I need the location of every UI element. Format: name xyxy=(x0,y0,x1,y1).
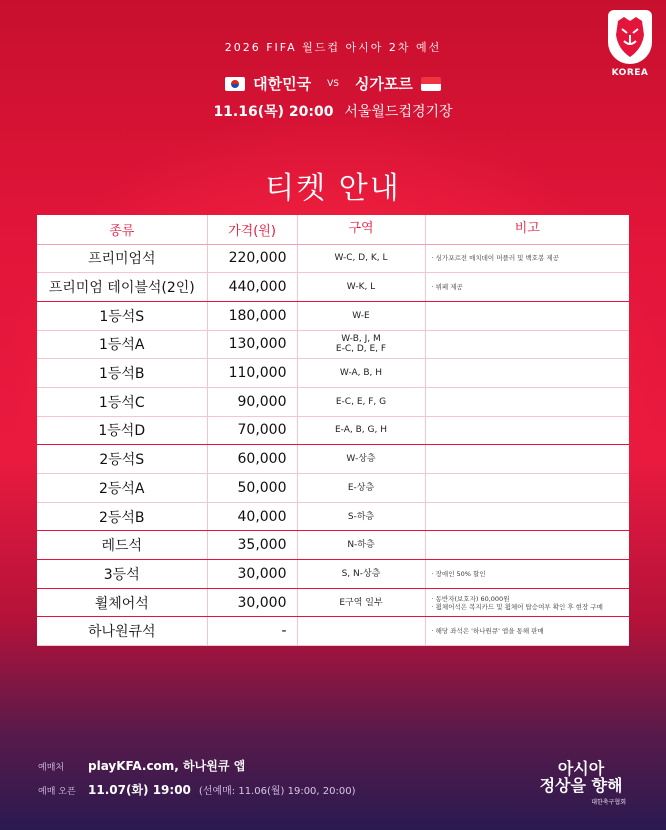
table-row xyxy=(37,560,629,589)
slogan-line-1: 아시아 xyxy=(557,759,605,778)
cell-zone: W-K, L xyxy=(297,273,425,302)
cell-zone xyxy=(297,617,425,646)
cell-price: 110,000 xyxy=(207,359,297,388)
cell-zone: W-B, J, M E-C, D, E, F xyxy=(297,330,425,359)
match-datetime xyxy=(0,101,666,121)
cell-price: 35,000 xyxy=(207,531,297,560)
seller-value: playKFA.com, 하나원큐 앱 xyxy=(88,759,246,773)
cell-price: 30,000 xyxy=(207,560,297,589)
cell-note xyxy=(425,502,629,531)
cell-price: 220,000 xyxy=(207,244,297,273)
cell-zone: E-C, E, F, G xyxy=(297,387,425,416)
table-row xyxy=(37,416,629,445)
cell-note xyxy=(425,330,629,359)
cell-zone: S-하층 xyxy=(297,502,425,531)
cell-note xyxy=(425,416,629,445)
cell-type: 프리미엄석 xyxy=(37,244,207,273)
away-team: 싱가포르 xyxy=(354,75,413,93)
cell-type: 2등석S xyxy=(37,445,207,474)
cell-price: 180,000 xyxy=(207,301,297,330)
cell-price: 50,000 xyxy=(207,474,297,503)
cell-zone: S, N-상층 xyxy=(297,560,425,589)
cell-price: 30,000 xyxy=(207,588,297,617)
header-zone: 구역 xyxy=(297,215,425,244)
table-row xyxy=(37,387,629,416)
cell-type: 하나원큐석 xyxy=(37,617,207,646)
pre-sale-info: (선예매: 11.06(월) 19:00, 20:00) xyxy=(198,786,356,797)
table-header-row xyxy=(37,215,629,244)
cell-type: 레드석 xyxy=(37,531,207,560)
seller-label: 예매처 xyxy=(38,763,65,773)
footer-info xyxy=(38,757,356,805)
home-team: 대한민국 xyxy=(253,75,312,93)
cell-zone: W-C, D, K, L xyxy=(297,244,425,273)
cell-type: 프리미엄 테이블석(2인) xyxy=(37,273,207,302)
cell-zone: E구역 일부 xyxy=(297,588,425,617)
cell-note xyxy=(425,387,629,416)
competition-title: 2026 FIFA 월드컵 아시아 2차 예선 xyxy=(224,41,442,54)
cell-type: 1등석S xyxy=(37,301,207,330)
cell-type: 2등석B xyxy=(37,502,207,531)
table-row xyxy=(37,273,629,302)
cell-type: 1등석C xyxy=(37,387,207,416)
korea-flag-icon xyxy=(225,77,245,91)
cell-note xyxy=(425,531,629,560)
slogan-small: 대한축구협회 xyxy=(591,799,626,806)
cell-type: 1등석B xyxy=(37,359,207,388)
cell-note xyxy=(425,359,629,388)
table-row xyxy=(37,359,629,388)
table-row xyxy=(37,244,629,273)
cell-note xyxy=(425,445,629,474)
cell-type: 휠체어석 xyxy=(37,588,207,617)
cell-price: 130,000 xyxy=(207,330,297,359)
ticket-table xyxy=(37,215,629,646)
slogan xyxy=(536,760,626,811)
cell-zone: W-A, B, H xyxy=(297,359,425,388)
header-price: 가격(원) xyxy=(207,215,297,244)
cell-zone: N-하층 xyxy=(297,531,425,560)
cell-note xyxy=(425,301,629,330)
vs-label: VS xyxy=(327,78,339,89)
table-row xyxy=(37,445,629,474)
cell-price: 40,000 xyxy=(207,502,297,531)
cell-price: - xyxy=(207,617,297,646)
cell-note: · 싱가포르전 매치데이 머플러 및 백호봉 제공 xyxy=(425,244,629,273)
cell-type: 1등석D xyxy=(37,416,207,445)
page-title: 티켓 안내 xyxy=(265,171,401,206)
cell-price: 70,000 xyxy=(207,416,297,445)
slogan-line-2: 정상을 향해 xyxy=(539,776,623,795)
cell-price: 90,000 xyxy=(207,387,297,416)
header-type: 종류 xyxy=(37,215,207,244)
match-venue: 서울월드컵경기장 xyxy=(344,104,453,120)
cell-type: 3등석 xyxy=(37,560,207,589)
cell-price: 60,000 xyxy=(207,445,297,474)
cell-zone: E-상층 xyxy=(297,474,425,503)
header-note: 비고 xyxy=(425,215,629,244)
table-row xyxy=(37,502,629,531)
table-row xyxy=(37,588,629,617)
open-value: 11.07(화) 19:00 xyxy=(88,783,191,797)
table-row xyxy=(37,474,629,503)
cell-zone: W-상층 xyxy=(297,445,425,474)
logo-text: KOREA xyxy=(611,68,649,78)
tiger-emblem-icon xyxy=(608,10,652,64)
cell-zone: E-A, B, G, H xyxy=(297,416,425,445)
match-teams xyxy=(0,73,666,94)
cell-type: 1등석A xyxy=(37,330,207,359)
cell-type: 2등석A xyxy=(37,474,207,503)
table-row xyxy=(37,330,629,359)
cell-price: 440,000 xyxy=(207,273,297,302)
table-row xyxy=(37,301,629,330)
cell-note: · 동반자(보호자) 60,000원 · 휠체어석은 복지카드 및 휠체어 탑승여부 확인 후 현장 구매 xyxy=(425,588,629,617)
cell-note xyxy=(425,474,629,503)
table-row xyxy=(37,617,629,646)
match-date: 11.16(목) 20:00 xyxy=(213,104,334,120)
cell-note: · 해당 좌석은 '하나원큐' 앱을 통해 판매 xyxy=(425,617,629,646)
table-row xyxy=(37,531,629,560)
cell-note: · 장애인 50% 할인 xyxy=(425,560,629,589)
cell-zone: W-E xyxy=(297,301,425,330)
cell-note: · 뷔페 제공 xyxy=(425,273,629,302)
singapore-flag-icon xyxy=(421,77,441,91)
open-label: 예매 오픈 xyxy=(38,787,76,797)
